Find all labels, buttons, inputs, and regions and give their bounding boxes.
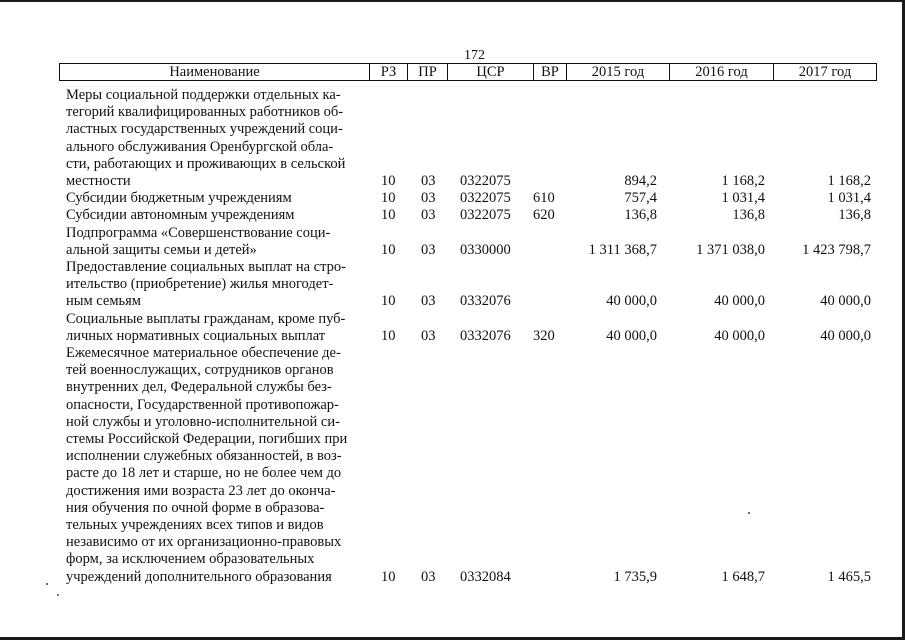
- row-csr: 0330000: [460, 241, 511, 258]
- page-number: 172: [464, 48, 485, 63]
- column-header-csr: ЦСР: [447, 64, 533, 80]
- row-2016: 136,8: [732, 207, 765, 224]
- row-rz: 10: [381, 207, 396, 224]
- row-pr: 03: [421, 241, 436, 258]
- row-pr: 03: [421, 207, 436, 224]
- table-row: [66, 345, 881, 586]
- row-rz: 10: [381, 173, 396, 190]
- row-pr: 03: [421, 327, 436, 344]
- row-2016: 40 000,0: [714, 293, 765, 310]
- table-row: [66, 207, 881, 224]
- scan-border-top: [0, 0, 905, 2]
- table-row: [66, 87, 881, 190]
- row-2017: 136,8: [838, 207, 871, 224]
- row-2015: 40 000,0: [606, 293, 657, 310]
- row-2016: 1 168,2: [721, 173, 765, 190]
- column-header-rz: РЗ: [369, 64, 407, 80]
- row-name: Ежемесячное материальное обеспечение де- тей военнослужащих, сотрудников органов внутренних дел, Федеральной службы без- опасности, Государственной противопожар- ной службы и уголовно-исполнительной си- стемы Российской Федерации, погибших при исполнении служебных обязанностей, в воз- расте до 18 лет и старше, но не более чем до достижения ими возраста 23 лет до оконча- ния обучения по очной форме в образова- тельных учреждениях всех типов и видов независимо от их организационно-правовых форм, за исключением образовательных учреждений дополнительного образования: [66, 345, 348, 585]
- row-2015: 1 735,9: [613, 568, 657, 585]
- row-pr: 03: [421, 568, 436, 585]
- row-csr: 0332076: [460, 293, 511, 310]
- table-header: [59, 63, 877, 81]
- column-header-2017: 2017 год: [773, 64, 876, 80]
- row-csr: 0322075: [460, 207, 511, 224]
- row-2017: 1 168,2: [827, 173, 871, 190]
- column-header-name: Наименование: [169, 64, 260, 80]
- table-row: [66, 190, 881, 207]
- row-rz: 10: [381, 327, 396, 344]
- row-pr: 03: [421, 190, 436, 207]
- row-vr: 610: [533, 190, 555, 207]
- row-csr: 0322075: [460, 190, 511, 207]
- row-2016: 40 000,0: [714, 327, 765, 344]
- table-row: [66, 311, 881, 345]
- table-body: [66, 87, 881, 586]
- row-name: Меры социальной поддержки отдельных ка- тегорий квалифицированных работников об- ластных государственных учреждений соци- ального обслуживания Оренбургской обла- сти, работающих и проживающих в сельской местности: [66, 87, 346, 190]
- row-name: Социальные выплаты гражданам, кроме пуб- личных нормативных социальных выплат: [66, 310, 346, 344]
- row-2015: 757,4: [624, 190, 657, 207]
- row-name: Субсидии бюджетным учреждениям: [66, 190, 292, 207]
- row-rz: 10: [381, 241, 396, 258]
- row-pr: 03: [421, 293, 436, 310]
- row-name: Предоставление социальных выплат на стро- ительство (приобретение) жилья многодет- ным семьям: [66, 259, 346, 310]
- column-header-2015: 2015 год: [566, 64, 669, 80]
- column-header-vr: ВР: [533, 64, 566, 80]
- row-2017: 40 000,0: [820, 327, 871, 344]
- table-row: [66, 225, 881, 259]
- row-name: Субсидии автономным учреждениям: [66, 207, 295, 224]
- column-header-2016: 2016 год: [669, 64, 773, 80]
- row-vr: 620: [533, 207, 555, 224]
- scan-speck: [46, 583, 48, 585]
- scan-speck: [57, 594, 59, 596]
- row-2015: 40 000,0: [606, 327, 657, 344]
- row-2015: 136,8: [624, 207, 657, 224]
- row-rz: 10: [381, 190, 396, 207]
- row-rz: 10: [381, 568, 396, 585]
- row-csr: 0332076: [460, 327, 511, 344]
- row-2017: 40 000,0: [820, 293, 871, 310]
- row-pr: 03: [421, 173, 436, 190]
- row-rz: 10: [381, 293, 396, 310]
- row-2016: 1 371 038,0: [696, 241, 765, 258]
- row-2017: 1 423 798,7: [802, 241, 871, 258]
- row-2017: 1 465,5: [827, 568, 871, 585]
- scan-speck: [748, 512, 750, 514]
- row-csr: 0322075: [460, 173, 511, 190]
- row-csr: 0332084: [460, 568, 511, 585]
- row-2016: 1 031,4: [721, 190, 765, 207]
- table-row: [66, 259, 881, 311]
- row-name: Подпрограмма «Совершенствование соци- альной защиты семьи и детей»: [66, 224, 331, 258]
- row-2016: 1 648,7: [721, 568, 765, 585]
- row-2015: 894,2: [624, 173, 657, 190]
- row-vr: 320: [533, 327, 555, 344]
- row-2015: 1 311 368,7: [588, 241, 657, 258]
- column-header-pr: ПР: [407, 64, 447, 80]
- row-2017: 1 031,4: [827, 190, 871, 207]
